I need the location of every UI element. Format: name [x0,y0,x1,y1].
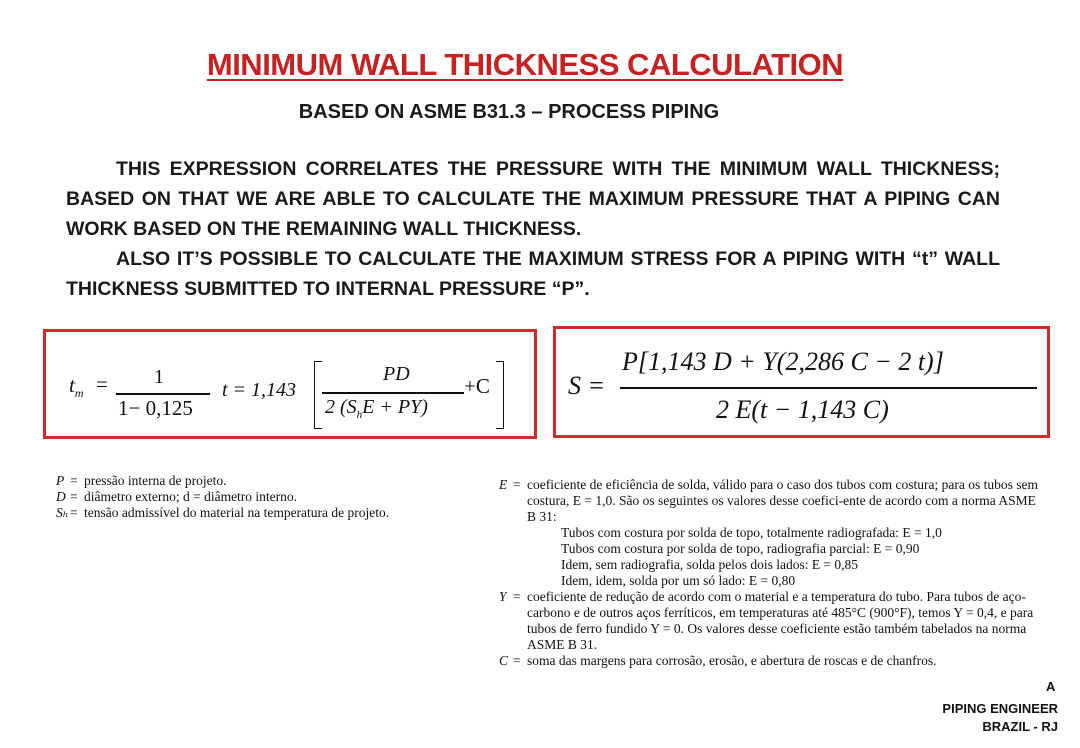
legend-item-p: P = pressão interna de projeto. [56,473,227,488]
legend-item-y: Y = coeficiente de redução de acordo com o material e a temperatura do tubo. Para tubos de aço-carbono e de outros aços ferríticos, em temperaturas até 485°C (900°F), temos Y = 0,4, e para tubos de ferro fundido Y = 0. Os valores desse coeficiente estão também tabelados na norma ASME B 31. [499,589,1034,652]
formula-stress-line [620,387,1037,389]
intro-text [66,154,1000,304]
formula-tm-symbol: $t_m$ [69,373,84,401]
formula-fraction-2-denominator: 2 $(S_hE + PY)$ [325,396,428,421]
intro-paragraph-1: THIS EXPRESSION CORRELATES THE PRESSURE WITH THE MINIMUM WALL THICKNESS; BASED ON THAT WE ARE ABLE TO CALCULATE THE MAXIMUM PRESSURE THAT A PIPING CAN WORK BASED ON THE REMAINING WALL THICKNESS. [66,158,1000,240]
page-title: MINIMUM WALL THICKNESS CALCULATION [206,47,844,82]
formula-fraction-2-line [322,392,464,394]
formula-fraction-1-line [116,393,210,395]
signature-line-1: PIPING ENGINEER [942,701,1058,716]
formula-right-bracket [496,361,504,429]
formula-t-equals: t = 1,143 [222,379,297,401]
formula-stress-denominator: 2 E(t − 1,143 C) [716,395,889,424]
signature [942,700,1058,736]
formula-s-equals: S = [568,371,606,400]
formula-left-bracket [314,361,322,429]
formula-fraction-1-numerator: 1 [154,366,164,388]
formula-equals-1: = [96,372,108,396]
legend-e-value: Tubos com costura por solda de topo, totalmente radiografada: E = 1,0 [561,525,942,540]
formula-plus-c: +C [464,374,490,398]
page-subtitle: BASED ON ASME B31.3 – PROCESS PIPING [298,101,720,123]
formula-fraction-1-denominator: 1− 0,125 [118,396,193,420]
legend-item-e: E = coeficiente de eficiência de solda, válido para o caso dos tubos com costura; para os tubos sem costura, E = 1,0. São os seguintes os valores desse coefici-ente de acordo com a norma ASME B 31: [499,477,1038,524]
legend-item-sh: Sₕ = tensão admissível do material na temperatura de projeto. [56,505,390,520]
formula-stress-numerator: P[1,143 D + Y(2,286 C − 2 t)] [622,347,944,376]
legend-e-value: Idem, sem radiografia, solda pelos dois lados: E = 0,85 [561,557,859,572]
legend-item-c: C = soma das margens para corrosão, erosão, e abertura de roscas e de chanfros. [499,653,937,668]
legend-e-value: Idem, idem, solda por um só lado: E = 0,80 [561,573,796,588]
formula-fraction-2-numerator: PD [383,363,410,385]
legend-item-d: D = diâmetro externo; d = diâmetro interno. [56,489,298,504]
signature-line-2: BRAZIL - RJ [982,719,1058,734]
legend-left [56,473,486,521]
wall-thickness-formula-box [43,329,537,439]
legend-right [499,477,1044,669]
legend-e-values [499,525,1044,589]
intro-paragraph-2: ALSO IT’S POSSIBLE TO CALCULATE THE MAXIMUM STRESS FOR A PIPING WITH “t” WALL THICKNESS SUBMITTED TO INTERNAL PRESSURE “P”. [66,248,1000,300]
corner-mark: A [1046,679,1056,694]
stress-formula-box [553,326,1050,438]
legend-e-value: Tubos com costura por solda de topo, radiografia parcial: E = 0,90 [561,541,920,556]
